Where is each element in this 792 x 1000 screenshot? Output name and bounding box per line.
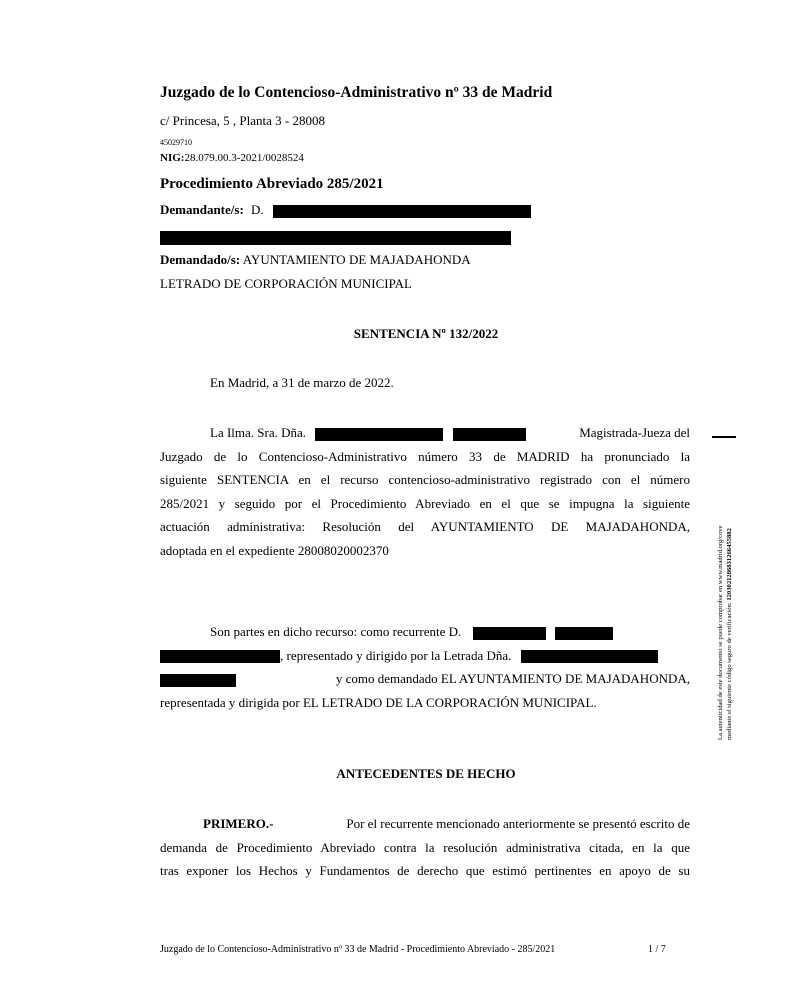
parties-lawyer-text: , representado y dirigido por la Letrada Dña. [280,647,512,663]
parties-intro: Son partes en dicho recurso: como recurrente D. [210,624,462,639]
margin-divider [712,436,736,438]
verification-line-2 [725,525,734,740]
plaintiff-line [160,202,531,218]
procedure-title: Procedimiento Abreviado 285/2021 [160,176,384,192]
nig-label: NIG: [160,152,185,164]
paragraph-line: adoptada en el expediente 28008020002370 [160,542,389,558]
judge-intro: La Ilma. Sra. Dña. [210,425,307,440]
court-name: Juzgado de lo Contencioso-Administrativo nº 33 de Madrid [160,84,553,101]
defendant-label: Demandado/s: [160,252,241,267]
page-footer: Juzgado de lo Contencioso-Administrativo nº 33 de Madrid - Procedimiento Abreviado - 285/2021 [160,944,556,955]
paragraph-primero [160,812,690,883]
court-address: c/ Princesa, 5 , Planta 3 - 28008 [160,113,325,128]
redaction-bar [555,627,613,640]
redaction-bar [160,650,280,663]
paragraph-line [160,667,690,691]
primero-text: Por el recurrente mencionado anteriormente se presentó escrito de [346,816,690,831]
paragraph-judge [160,421,690,562]
redaction-bar [521,650,658,663]
redaction-bar [453,428,526,441]
verification-note [716,525,734,740]
verification-prefix: mediante el siguiente código seguro de verificación: [726,602,733,740]
paragraph-line [160,812,690,836]
defendant-line [160,252,471,268]
paragraph-line [160,644,690,668]
redaction-bar [273,205,531,218]
defendant-lawyer: LETRADO DE CORPORACIÓN MUNICIPAL [160,276,412,291]
plaintiff-prefix: D. [251,202,264,217]
paragraph-line: Juzgado de lo Contencioso-Administrativo número 33 de MADRID ha pronunciado la [160,448,690,464]
paragraph-line: tras exponer los Hechos y Fundamentos de derecho que estimó pertinentes en apoyo de su [160,863,690,878]
paragraph-line: siguiente SENTENCIA en el recurso contencioso-administrativo registrado con el número [160,472,690,487]
date-line: En Madrid, a 31 de marzo de 2022. [210,375,394,390]
plaintiff-label: Demandante/s: [160,202,244,217]
defendant-name: AYUNTAMIENTO DE MAJADAHONDA [242,252,471,267]
paragraph-line [160,620,690,644]
verification-line-1: La autenticidad de este documento se puede comprobar en www.madrid.org/cove [717,525,724,740]
sentence-title: SENTENCIA Nº 132/2022 [353,326,499,341]
primero-label: PRIMERO.- [203,816,274,831]
redaction-bar [160,231,511,245]
parties-defendant-text: y como demandado EL AYUNTAMIENTO DE MAJADAHONDA, [335,671,690,686]
page-number: 1 / 7 [648,944,666,955]
paragraph-line: actuación administrativa: Resolución del AYUNTAMIENTO DE MAJADAHONDA, [160,519,690,534]
court-code: 45029710 [160,138,192,147]
section-title-antecedentes: ANTECEDENTES DE HECHO [336,766,516,781]
paragraph-parties [160,620,690,714]
verification-code: 1203021286831266455882 [726,528,733,601]
paragraph-line [160,421,690,445]
redaction-bar [473,627,546,640]
paragraph-line: demanda de Procedimiento Abreviado contra la resolución administrativa citada, en la que [160,839,690,855]
paragraph-line: 285/2021 y seguido por el Procedimiento Abreviado en el que se impugna la siguiente [160,495,690,511]
paragraph-line: representada y dirigida por EL LETRADO DE LA CORPORACIÓN MUNICIPAL. [160,694,597,710]
judge-title: Magistrada-Jueza del [579,425,690,440]
redaction-bar [315,428,443,441]
nig-value: 28.079.00.3-2021/0028524 [184,152,304,164]
nig-line [160,152,304,164]
redaction-bar [160,674,236,687]
